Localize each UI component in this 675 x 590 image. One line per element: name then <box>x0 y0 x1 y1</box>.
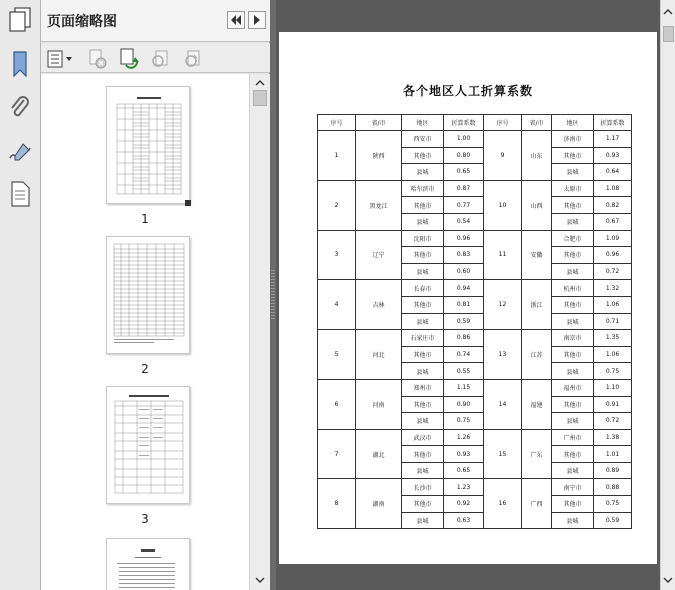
scroll-up-icon[interactable] <box>662 6 674 18</box>
scroll-down-icon[interactable] <box>662 574 674 586</box>
coefficient-cell: 0.80 <box>444 147 484 164</box>
thumbnail-scrollbar[interactable] <box>249 74 270 590</box>
page-thumbnail[interactable] <box>106 538 190 590</box>
coefficient-cell: 0.75 <box>594 496 632 513</box>
table-row <box>318 379 632 396</box>
region-cell: 县城 <box>552 263 594 280</box>
coefficient-cell: 0.67 <box>594 213 632 230</box>
coefficient-cell: 0.75 <box>444 413 484 430</box>
coefficient-cell: 0.87 <box>444 180 484 197</box>
row-number: 5 <box>318 330 356 380</box>
page-title: 各个地区人工折算系数 <box>402 84 533 98</box>
column-header: 地区 <box>552 115 594 131</box>
thumbnail-resize-handle[interactable] <box>185 200 191 206</box>
coefficient-table <box>317 114 632 529</box>
column-header: 省/市 <box>522 115 552 131</box>
region-cell: 济南市 <box>552 131 594 148</box>
region-cell: 县城 <box>552 313 594 330</box>
coefficient-cell: 1.00 <box>444 131 484 148</box>
coefficient-cell: 1.38 <box>594 429 632 446</box>
region-cell: 长春市 <box>402 280 444 297</box>
column-header: 序号 <box>318 115 356 131</box>
region-cell: 其他市 <box>402 496 444 513</box>
coefficient-cell: 1.10 <box>594 379 632 396</box>
coefficient-cell: 0.59 <box>594 512 632 529</box>
delete-page-icon[interactable] <box>86 48 108 70</box>
coefficient-cell: 0.74 <box>444 346 484 363</box>
thumbnail-page-number: 3 <box>141 512 149 526</box>
document-icon[interactable] <box>4 178 36 210</box>
row-number: 12 <box>484 280 522 330</box>
signature-icon[interactable] <box>4 136 36 168</box>
row-number: 16 <box>484 479 522 529</box>
row-number: 14 <box>484 379 522 429</box>
region-cell: 西安市 <box>402 131 444 148</box>
region-cell: 武汉市 <box>402 429 444 446</box>
coefficient-cell: 1.06 <box>594 346 632 363</box>
coefficient-cell: 0.54 <box>444 213 484 230</box>
table-row <box>318 479 632 496</box>
column-header: 省/市 <box>356 115 402 131</box>
region-cell: 县城 <box>402 363 444 380</box>
region-cell: 南京市 <box>552 330 594 347</box>
region-cell: 其他市 <box>552 147 594 164</box>
thumbnail-list <box>41 74 249 590</box>
province-cell: 山东 <box>522 131 552 181</box>
region-cell: 县城 <box>552 462 594 479</box>
row-number: 3 <box>318 230 356 280</box>
region-cell: 郑州市 <box>402 379 444 396</box>
coefficient-cell: 0.94 <box>444 280 484 297</box>
region-cell: 县城 <box>552 512 594 529</box>
coefficient-cell: 0.91 <box>594 396 632 413</box>
document-page <box>279 32 657 564</box>
province-cell: 河北 <box>356 330 402 380</box>
region-cell: 长沙市 <box>402 479 444 496</box>
coefficient-cell: 0.82 <box>594 197 632 214</box>
province-cell: 湖南 <box>356 479 402 529</box>
region-cell: 哈尔滨市 <box>402 180 444 197</box>
row-number: 1 <box>318 131 356 181</box>
coefficient-cell: 0.75 <box>594 363 632 380</box>
column-header: 折算系数 <box>594 115 632 131</box>
province-cell: 黑龙江 <box>356 180 402 230</box>
coefficient-cell: 0.83 <box>444 247 484 264</box>
coefficient-cell: 1.26 <box>444 429 484 446</box>
province-cell: 辽宁 <box>356 230 402 280</box>
coefficient-cell: 0.93 <box>444 446 484 463</box>
row-number: 2 <box>318 180 356 230</box>
attachment-icon[interactable] <box>4 92 36 124</box>
row-number: 13 <box>484 330 522 380</box>
region-cell: 县城 <box>402 263 444 280</box>
copy-page-icon[interactable] <box>149 48 171 70</box>
page-thumbnail[interactable] <box>106 386 190 504</box>
panel-title: 页面缩略图 <box>47 14 117 30</box>
province-cell: 山西 <box>522 180 552 230</box>
region-cell: 县城 <box>402 164 444 181</box>
coefficient-cell: 1.08 <box>594 180 632 197</box>
province-cell: 广东 <box>522 429 552 479</box>
thumbnail-page-number: 1 <box>141 212 149 226</box>
coefficient-cell: 0.86 <box>444 330 484 347</box>
coefficient-cell: 0.90 <box>444 396 484 413</box>
region-cell: 其他市 <box>552 396 594 413</box>
row-number: 7 <box>318 429 356 479</box>
navigation-rail <box>0 0 41 590</box>
coefficient-cell: 0.96 <box>594 247 632 264</box>
panel-header <box>41 0 270 42</box>
column-header: 序号 <box>484 115 522 131</box>
province-cell: 广西 <box>522 479 552 529</box>
scrollbar-thumb[interactable] <box>253 90 267 106</box>
thumbnail-panel <box>41 0 270 590</box>
column-header: 地区 <box>402 115 444 131</box>
row-number: 4 <box>318 280 356 330</box>
coefficient-cell: 1.09 <box>594 230 632 247</box>
province-cell: 浙江 <box>522 280 552 330</box>
region-cell: 广州市 <box>552 429 594 446</box>
region-cell: 其他市 <box>552 346 594 363</box>
coefficient-cell: 0.63 <box>444 512 484 529</box>
thumbnail-toolbar <box>41 43 270 73</box>
region-cell: 县城 <box>402 512 444 529</box>
column-header: 折算系数 <box>444 115 484 131</box>
table-row <box>318 131 632 148</box>
region-cell: 其他市 <box>402 147 444 164</box>
row-number: 9 <box>484 131 522 181</box>
table-header-row <box>318 115 632 131</box>
pages-icon[interactable] <box>4 4 36 36</box>
coefficient-cell: 0.55 <box>444 363 484 380</box>
region-cell: 南宁市 <box>552 479 594 496</box>
region-cell: 县城 <box>552 363 594 380</box>
coefficient-cell: 0.64 <box>594 164 632 181</box>
region-cell: 太原市 <box>552 180 594 197</box>
thumbnail-page-number: 2 <box>141 362 149 376</box>
region-cell: 县城 <box>552 213 594 230</box>
refresh-page-icon[interactable] <box>181 48 203 70</box>
region-cell: 县城 <box>552 413 594 430</box>
splitter-grip[interactable] <box>271 270 275 320</box>
page-thumbnail[interactable] <box>106 236 190 354</box>
coefficient-cell: 1.01 <box>594 446 632 463</box>
coefficient-cell: 1.23 <box>444 479 484 496</box>
coefficient-cell: 0.59 <box>444 313 484 330</box>
expand-right-icon[interactable] <box>248 11 266 29</box>
region-cell: 县城 <box>402 462 444 479</box>
province-cell: 江苏 <box>522 330 552 380</box>
province-cell: 河南 <box>356 379 402 429</box>
table-row <box>318 180 632 197</box>
province-cell: 陕西 <box>356 131 402 181</box>
coefficient-cell: 1.32 <box>594 280 632 297</box>
province-cell: 安徽 <box>522 230 552 280</box>
region-cell: 县城 <box>402 413 444 430</box>
row-number: 15 <box>484 429 522 479</box>
row-number: 8 <box>318 479 356 529</box>
collapse-left-icon[interactable] <box>227 11 245 29</box>
region-cell: 其他市 <box>552 496 594 513</box>
bookmark-icon[interactable] <box>4 48 36 80</box>
table-row <box>318 230 632 247</box>
coefficient-cell: 0.60 <box>444 263 484 280</box>
rotate-page-icon[interactable] <box>118 48 140 70</box>
coefficient-cell: 1.06 <box>594 296 632 313</box>
row-number: 11 <box>484 230 522 280</box>
scrollbar-thumb[interactable] <box>663 26 674 42</box>
coefficient-cell: 0.96 <box>444 230 484 247</box>
table-row <box>318 280 632 297</box>
coefficient-cell: 0.89 <box>594 462 632 479</box>
table-row <box>318 429 632 446</box>
region-cell: 其他市 <box>552 446 594 463</box>
coefficient-cell: 0.71 <box>594 313 632 330</box>
row-number: 6 <box>318 379 356 429</box>
row-number: 10 <box>484 180 522 230</box>
region-cell: 其他市 <box>402 346 444 363</box>
region-cell: 县城 <box>552 164 594 181</box>
region-cell: 其他市 <box>402 197 444 214</box>
scroll-down-icon[interactable] <box>254 574 266 586</box>
region-cell: 杭州市 <box>552 280 594 297</box>
coefficient-cell: 0.65 <box>444 164 484 181</box>
coefficient-cell: 1.15 <box>444 379 484 396</box>
coefficient-cell: 1.17 <box>594 131 632 148</box>
region-cell: 沈阳市 <box>402 230 444 247</box>
region-cell: 其他市 <box>402 296 444 313</box>
document-scrollbar[interactable] <box>660 0 675 590</box>
coefficient-cell: 0.93 <box>594 147 632 164</box>
region-cell: 福州市 <box>552 379 594 396</box>
coefficient-cell: 0.65 <box>444 462 484 479</box>
coefficient-cell: 0.72 <box>594 263 632 280</box>
coefficient-cell: 1.35 <box>594 330 632 347</box>
region-cell: 石家庄市 <box>402 330 444 347</box>
coefficient-cell: 0.72 <box>594 413 632 430</box>
province-cell: 福建 <box>522 379 552 429</box>
document-view[interactable] <box>276 0 660 590</box>
region-cell: 县城 <box>402 313 444 330</box>
region-cell: 县城 <box>402 213 444 230</box>
region-cell: 其他市 <box>552 247 594 264</box>
region-cell: 其他市 <box>402 247 444 264</box>
thumbnail-options-icon[interactable] <box>46 48 74 70</box>
coefficient-cell: 0.77 <box>444 197 484 214</box>
coefficient-cell: 0.88 <box>594 479 632 496</box>
province-cell: 湖北 <box>356 429 402 479</box>
province-cell: 吉林 <box>356 280 402 330</box>
table-row <box>318 330 632 347</box>
region-cell: 合肥市 <box>552 230 594 247</box>
region-cell: 其他市 <box>552 296 594 313</box>
region-cell: 其他市 <box>402 396 444 413</box>
region-cell: 其他市 <box>552 197 594 214</box>
coefficient-cell: 0.92 <box>444 496 484 513</box>
scroll-up-icon[interactable] <box>254 77 266 89</box>
region-cell: 其他市 <box>402 446 444 463</box>
coefficient-cell: 0.81 <box>444 296 484 313</box>
page-thumbnail[interactable] <box>106 86 190 204</box>
